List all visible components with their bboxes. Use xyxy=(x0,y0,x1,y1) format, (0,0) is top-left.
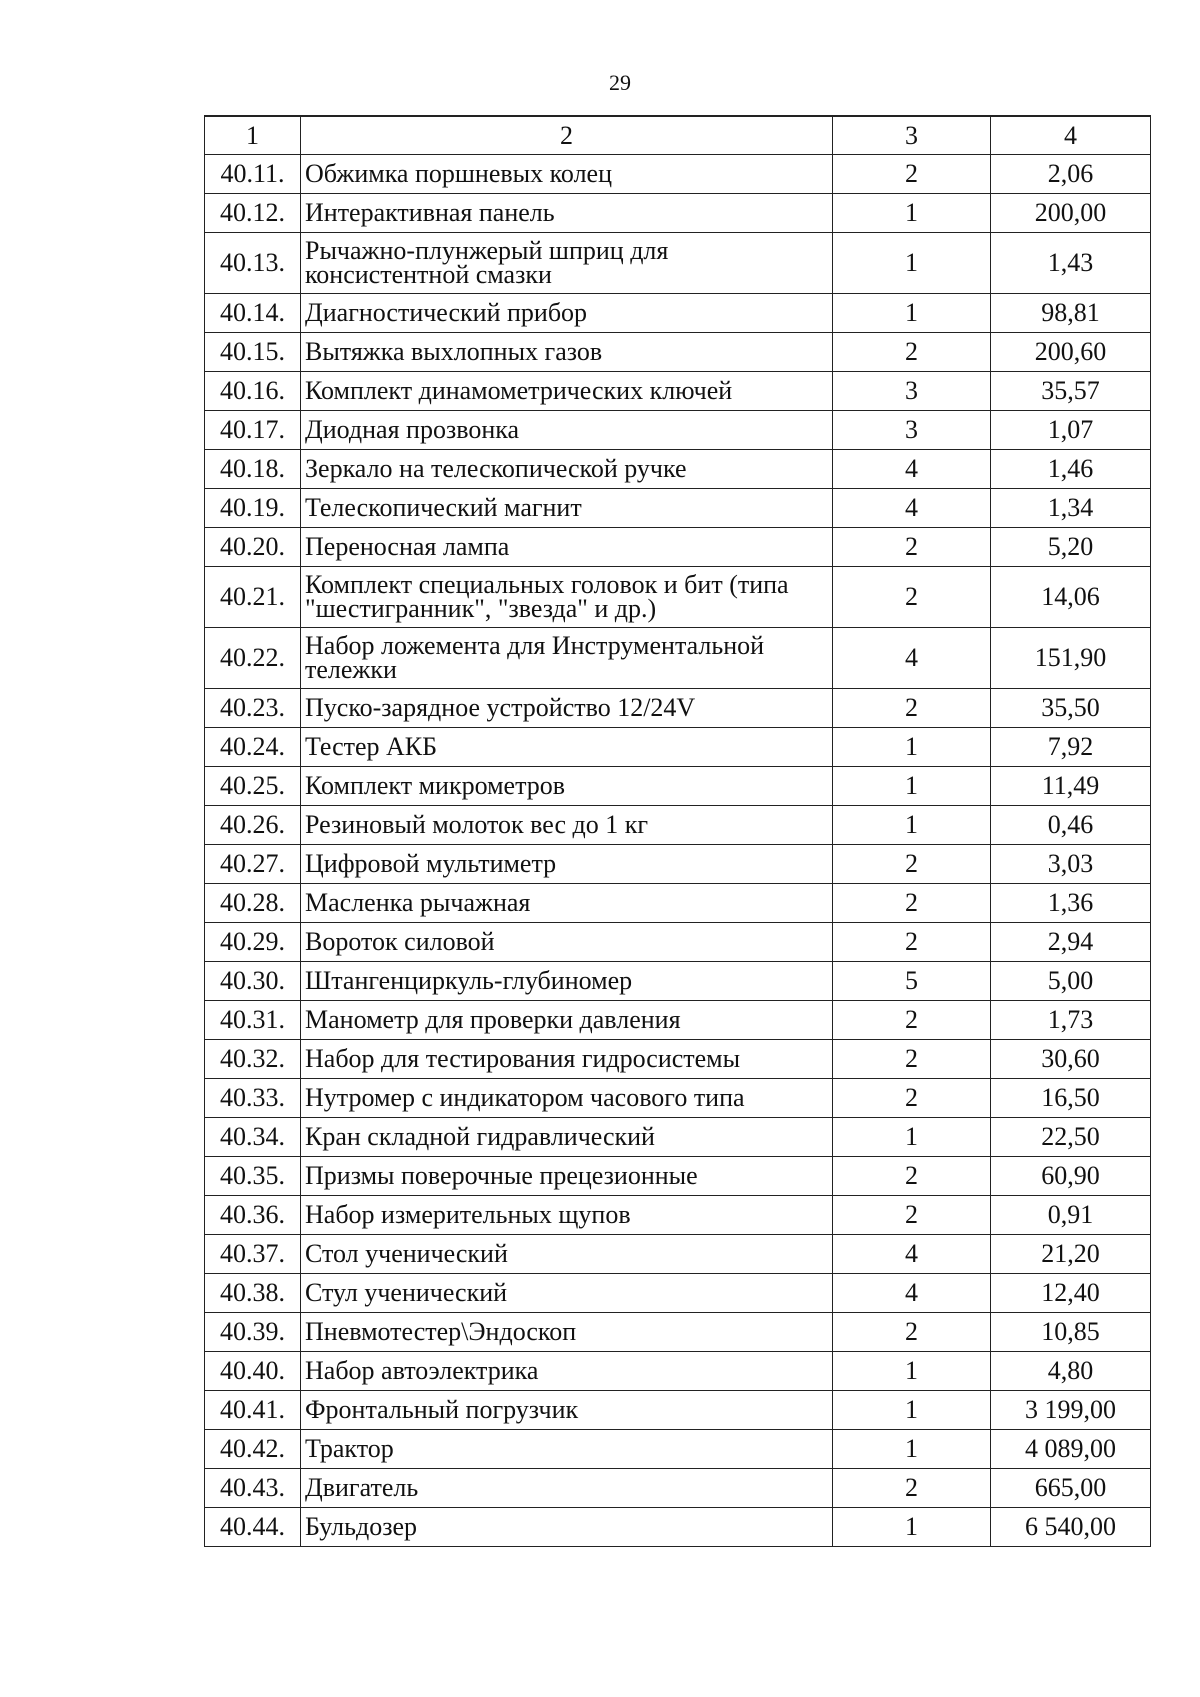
table-row xyxy=(205,1196,1151,1235)
row-number: 40.36. xyxy=(205,1196,301,1235)
item-name: Призмы поверочные прецезионные xyxy=(301,1157,833,1196)
item-name: Переносная лампа xyxy=(301,528,833,567)
item-name: Комплект динамометрических ключей xyxy=(301,372,833,411)
item-quantity: 2 xyxy=(833,155,991,194)
item-name: Обжимка поршневых колец xyxy=(301,155,833,194)
item-name: Фронтальный погрузчик xyxy=(301,1391,833,1430)
item-value: 11,49 xyxy=(991,767,1151,806)
item-name: Комплект специальных головок и бит (типа "шестигранник", "звезда" и др.) xyxy=(301,567,833,628)
table-row xyxy=(205,628,1151,689)
item-quantity: 1 xyxy=(833,294,991,333)
item-value: 10,85 xyxy=(991,1313,1151,1352)
table-row xyxy=(205,1352,1151,1391)
page-number: 29 xyxy=(609,70,631,95)
table-row xyxy=(205,767,1151,806)
row-number: 40.34. xyxy=(205,1118,301,1157)
table-row xyxy=(205,1001,1151,1040)
table-row xyxy=(205,1313,1151,1352)
row-number: 40.38. xyxy=(205,1274,301,1313)
item-name: Зеркало на телескопической ручке xyxy=(301,450,833,489)
row-number: 40.33. xyxy=(205,1079,301,1118)
row-number: 40.21. xyxy=(205,567,301,628)
table-row xyxy=(205,194,1151,233)
item-name: Пуско-зарядное устройство 12/24V xyxy=(301,689,833,728)
item-value: 4,80 xyxy=(991,1352,1151,1391)
item-value: 30,60 xyxy=(991,1040,1151,1079)
row-number: 40.44. xyxy=(205,1508,301,1547)
column-header-4: 4 xyxy=(991,116,1151,155)
item-quantity: 4 xyxy=(833,1274,991,1313)
table-row xyxy=(205,1040,1151,1079)
item-name: Телескопический магнит xyxy=(301,489,833,528)
table-body xyxy=(205,155,1151,1547)
row-number: 40.23. xyxy=(205,689,301,728)
row-number: 40.12. xyxy=(205,194,301,233)
item-name: Нутромер с индикатором часового типа xyxy=(301,1079,833,1118)
item-name: Кран складной гидравлический xyxy=(301,1118,833,1157)
item-quantity: 2 xyxy=(833,884,991,923)
column-header-2: 2 xyxy=(301,116,833,155)
item-quantity: 2 xyxy=(833,333,991,372)
item-name: Манометр для проверки давления xyxy=(301,1001,833,1040)
item-quantity: 2 xyxy=(833,1157,991,1196)
item-value: 3,03 xyxy=(991,845,1151,884)
item-name: Набор для тестирования гидросистемы xyxy=(301,1040,833,1079)
row-number: 40.20. xyxy=(205,528,301,567)
item-value: 5,00 xyxy=(991,962,1151,1001)
row-number: 40.42. xyxy=(205,1430,301,1469)
row-number: 40.28. xyxy=(205,884,301,923)
row-number: 40.32. xyxy=(205,1040,301,1079)
row-number: 40.26. xyxy=(205,806,301,845)
item-name: Стул ученический xyxy=(301,1274,833,1313)
item-value: 3 199,00 xyxy=(991,1391,1151,1430)
item-quantity: 4 xyxy=(833,450,991,489)
item-value: 14,06 xyxy=(991,567,1151,628)
item-value: 1,73 xyxy=(991,1001,1151,1040)
table-row xyxy=(205,155,1151,194)
item-value: 2,06 xyxy=(991,155,1151,194)
item-quantity: 1 xyxy=(833,767,991,806)
item-name: Набор автоэлектрика xyxy=(301,1352,833,1391)
item-value: 151,90 xyxy=(991,628,1151,689)
item-value: 1,36 xyxy=(991,884,1151,923)
item-name: Тестер АКБ xyxy=(301,728,833,767)
item-quantity: 2 xyxy=(833,923,991,962)
item-quantity: 2 xyxy=(833,1079,991,1118)
table-row xyxy=(205,1157,1151,1196)
row-number: 40.22. xyxy=(205,628,301,689)
item-quantity: 2 xyxy=(833,567,991,628)
item-value: 1,43 xyxy=(991,233,1151,294)
item-quantity: 1 xyxy=(833,194,991,233)
item-name: Стол ученический xyxy=(301,1235,833,1274)
item-quantity: 2 xyxy=(833,1001,991,1040)
table-row xyxy=(205,728,1151,767)
table-row xyxy=(205,372,1151,411)
table-row xyxy=(205,333,1151,372)
row-number: 40.16. xyxy=(205,372,301,411)
item-value: 16,50 xyxy=(991,1079,1151,1118)
item-quantity: 3 xyxy=(833,372,991,411)
item-value: 60,90 xyxy=(991,1157,1151,1196)
item-value: 1,46 xyxy=(991,450,1151,489)
item-value: 35,57 xyxy=(991,372,1151,411)
item-quantity: 1 xyxy=(833,1430,991,1469)
table-row xyxy=(205,884,1151,923)
item-quantity: 1 xyxy=(833,233,991,294)
item-name: Штангенциркуль-глубиномер xyxy=(301,962,833,1001)
row-number: 40.14. xyxy=(205,294,301,333)
item-quantity: 4 xyxy=(833,1235,991,1274)
table-header xyxy=(205,116,1151,155)
table-row xyxy=(205,1391,1151,1430)
row-number: 40.11. xyxy=(205,155,301,194)
item-name: Двигатель xyxy=(301,1469,833,1508)
item-value: 665,00 xyxy=(991,1469,1151,1508)
item-quantity: 2 xyxy=(833,1469,991,1508)
item-name: Бульдозер xyxy=(301,1508,833,1547)
item-quantity: 2 xyxy=(833,689,991,728)
table-row xyxy=(205,689,1151,728)
row-number: 40.24. xyxy=(205,728,301,767)
item-quantity: 4 xyxy=(833,489,991,528)
row-number: 40.37. xyxy=(205,1235,301,1274)
column-header-1: 1 xyxy=(205,116,301,155)
item-value: 0,91 xyxy=(991,1196,1151,1235)
table-row xyxy=(205,1430,1151,1469)
item-name: Комплект микрометров xyxy=(301,767,833,806)
table-row xyxy=(205,1235,1151,1274)
item-quantity: 3 xyxy=(833,411,991,450)
item-value: 5,20 xyxy=(991,528,1151,567)
row-number: 40.17. xyxy=(205,411,301,450)
item-quantity: 1 xyxy=(833,1352,991,1391)
item-quantity: 1 xyxy=(833,1118,991,1157)
item-quantity: 2 xyxy=(833,1040,991,1079)
row-number: 40.43. xyxy=(205,1469,301,1508)
table-row xyxy=(205,923,1151,962)
row-number: 40.15. xyxy=(205,333,301,372)
row-number: 40.13. xyxy=(205,233,301,294)
item-name: Резиновый молоток вес до 1 кг xyxy=(301,806,833,845)
table-row xyxy=(205,567,1151,628)
item-name: Диагностический прибор xyxy=(301,294,833,333)
item-value: 0,46 xyxy=(991,806,1151,845)
row-number: 40.25. xyxy=(205,767,301,806)
row-number: 40.19. xyxy=(205,489,301,528)
item-value: 12,40 xyxy=(991,1274,1151,1313)
row-number: 40.40. xyxy=(205,1352,301,1391)
item-quantity: 1 xyxy=(833,728,991,767)
item-name: Масленка рычажная xyxy=(301,884,833,923)
item-name: Вытяжка выхлопных газов xyxy=(301,333,833,372)
item-name: Рычажно-плунжерый шприц для консистентной смазки xyxy=(301,233,833,294)
table-row xyxy=(205,450,1151,489)
item-value: 7,92 xyxy=(991,728,1151,767)
row-number: 40.27. xyxy=(205,845,301,884)
item-name: Набор ложемента для Инструментальной тележки xyxy=(301,628,833,689)
item-name: Цифровой мультиметр xyxy=(301,845,833,884)
item-quantity: 2 xyxy=(833,845,991,884)
table-row xyxy=(205,411,1151,450)
row-number: 40.35. xyxy=(205,1157,301,1196)
table-row xyxy=(205,1508,1151,1547)
item-quantity: 4 xyxy=(833,628,991,689)
table-row xyxy=(205,1079,1151,1118)
table-row xyxy=(205,1274,1151,1313)
row-number: 40.18. xyxy=(205,450,301,489)
equipment-table xyxy=(204,115,1151,1547)
item-value: 22,50 xyxy=(991,1118,1151,1157)
item-value: 35,50 xyxy=(991,689,1151,728)
item-value: 200,00 xyxy=(991,194,1151,233)
table-row xyxy=(205,489,1151,528)
item-quantity: 2 xyxy=(833,1196,991,1235)
table-row xyxy=(205,294,1151,333)
item-value: 6 540,00 xyxy=(991,1508,1151,1547)
column-header-3: 3 xyxy=(833,116,991,155)
item-value: 1,07 xyxy=(991,411,1151,450)
item-quantity: 2 xyxy=(833,1313,991,1352)
item-quantity: 1 xyxy=(833,1391,991,1430)
row-number: 40.29. xyxy=(205,923,301,962)
item-name: Диодная прозвонка xyxy=(301,411,833,450)
item-value: 4 089,00 xyxy=(991,1430,1151,1469)
row-number: 40.30. xyxy=(205,962,301,1001)
item-value: 2,94 xyxy=(991,923,1151,962)
item-quantity: 2 xyxy=(833,528,991,567)
row-number: 40.41. xyxy=(205,1391,301,1430)
header-row xyxy=(205,116,1151,155)
item-name: Набор измерительных щупов xyxy=(301,1196,833,1235)
table-row xyxy=(205,806,1151,845)
table-row xyxy=(205,1118,1151,1157)
table-row xyxy=(205,845,1151,884)
item-name: Пневмотестер\Эндоскоп xyxy=(301,1313,833,1352)
item-name: Вороток силовой xyxy=(301,923,833,962)
item-quantity: 1 xyxy=(833,1508,991,1547)
item-name: Трактор xyxy=(301,1430,833,1469)
item-value: 21,20 xyxy=(991,1235,1151,1274)
item-name: Интерактивная панель xyxy=(301,194,833,233)
table-row xyxy=(205,528,1151,567)
row-number: 40.31. xyxy=(205,1001,301,1040)
item-value: 98,81 xyxy=(991,294,1151,333)
row-number: 40.39. xyxy=(205,1313,301,1352)
item-value: 1,34 xyxy=(991,489,1151,528)
table-row xyxy=(205,962,1151,1001)
item-value: 200,60 xyxy=(991,333,1151,372)
item-quantity: 1 xyxy=(833,806,991,845)
table-row xyxy=(205,233,1151,294)
item-quantity: 5 xyxy=(833,962,991,1001)
table-row xyxy=(205,1469,1151,1508)
